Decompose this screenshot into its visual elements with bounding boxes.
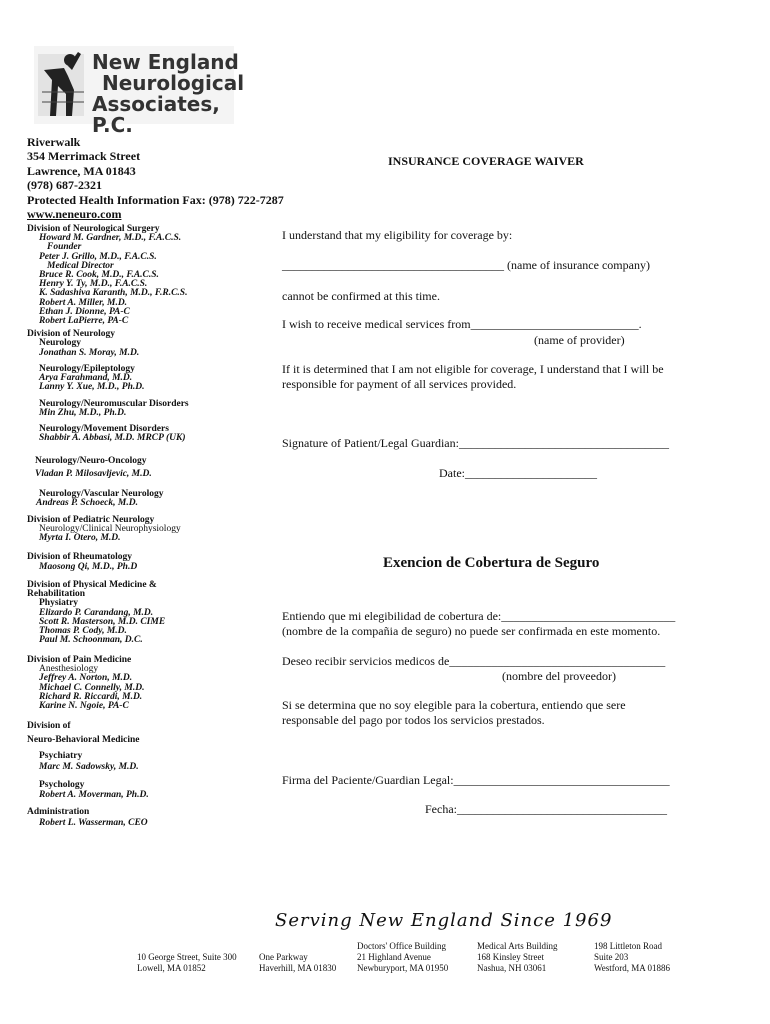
section-title: Psychiatry [39, 751, 83, 761]
division-title: Division of Neurology [27, 329, 115, 339]
division-title-cont: Rehabilitation [27, 589, 86, 600]
waiver-title: INSURANCE COVERAGE WAIVER [388, 154, 584, 168]
division-subtitle: Neurology/Clinical Neurophysiology [39, 524, 181, 535]
office-westford [594, 941, 670, 974]
section-title: Neurology/Movement Disorders [39, 424, 169, 434]
office-line: Westford, MA 01886 [594, 963, 671, 973]
staff-name: Myrta I. Otero, M.D. [39, 533, 121, 544]
staff-name: Paul M. Schoonman, D.C. [39, 635, 143, 646]
division-rehabilitation [27, 581, 165, 645]
provider-caption-spanish: (nombre del proveedor) [502, 669, 616, 683]
section-title: Neurology/Neuromuscular Disorders [39, 399, 189, 409]
section-title: Neurology/Neuro-Oncology [35, 456, 147, 466]
staff-name: Thomas P. Cody, M.D. [39, 626, 127, 637]
address-line-1: Riverwalk [27, 135, 81, 149]
section-vascular [27, 490, 163, 508]
division-title: Division of Rheumatology [27, 552, 133, 562]
staff-name: Peter J. Grillo, M.D., F.A.C.S. [39, 251, 157, 262]
staff-name: Jonathan S. Moray, M.D. [39, 348, 140, 359]
company-logo [34, 46, 245, 137]
footer-tagline: Serving New England Since 1969 [275, 910, 613, 931]
division-neurology [27, 330, 139, 359]
office-line: One Parkway [259, 952, 308, 962]
office-line: Suite 203 [594, 952, 629, 962]
staff-name: Karine N. Ngoie, PA-C [39, 701, 129, 712]
section-epileptology [27, 365, 144, 393]
staff-name: Scott R. Masterson, M.D. CIME [39, 616, 166, 627]
staff-name: Elizardo P. Carandang, M.D. [39, 607, 154, 618]
staff-name: Robert A. Miller, M.D. [39, 297, 128, 308]
division-pain [27, 656, 144, 711]
section-neuromuscular [27, 400, 189, 418]
staff-name: Robert LaPierre, PA-C [39, 316, 129, 327]
section-title: Neurology/Vascular Neurology [39, 489, 164, 499]
logo-line-1: New England [92, 50, 239, 74]
division-subtitle: Physiatry [39, 598, 79, 609]
address-line-2: 354 Merrimack Street [27, 149, 141, 164]
office-line: 21 Highland Avenue [357, 952, 431, 962]
staff-name: Ethan J. Dionne, PA-C [39, 306, 130, 317]
staff-name: Min Zhu, M.D., Ph.D. [39, 408, 127, 419]
staff-role: Medical Director [47, 260, 114, 271]
staff-name: Jeffrey A. Norton, M.D. [39, 673, 133, 684]
waiver-text-line: cannot be confirmed at this time. [282, 289, 440, 303]
waiver-text-line: If it is determined that I am not eligible for coverage, I understand that I will be [282, 362, 664, 376]
provider-caption: (name of provider) [534, 333, 625, 347]
waiver-text-line: I understand that my eligibility for coverage by: [282, 228, 513, 242]
section-title: Administration [27, 807, 90, 817]
office-line: Nashua, NH 03061 [477, 963, 547, 973]
section-title: Psychology [39, 780, 85, 790]
staff-name: K. Sadashiva Karanth, M.D., F.R.C.S. [39, 288, 188, 299]
staff-name: Robert A. Moverman, Ph.D. [39, 790, 149, 801]
staff-name: Bruce R. Cook, M.D., F.A.C.S. [39, 270, 159, 281]
provider-field-spanish[interactable]: Deseo recibir servicios medicos de____________________________________ [282, 654, 666, 668]
division-subtitle: Neurology [39, 338, 82, 349]
website-link[interactable]: www.neneuro.com [27, 207, 122, 222]
address-fax: Protected Health Information Fax: (978) 722-7287 [27, 192, 284, 207]
signature-field[interactable]: Signature of Patient/Legal Guardian:___________________________________ [282, 436, 669, 450]
signature-field-spanish[interactable]: Firma del Paciente/Guardian Legal:____________________________________ [282, 773, 670, 787]
office-line: Haverhill, MA 01830 [259, 963, 337, 973]
date-field[interactable]: Date:______________________ [439, 466, 597, 480]
office-nashua [477, 941, 558, 974]
address-phone: (978) 687-2321 [27, 178, 102, 193]
staff-name: Michael C. Connelly, M.D. [39, 682, 145, 693]
office-line [137, 941, 237, 952]
waiver-text-line: responsible for payment of all services provided. [282, 377, 517, 391]
staff-name: Arya Farahmand, M.D. [39, 373, 133, 384]
division-title: Division of Physical Medicine & [27, 580, 157, 590]
office-line [259, 941, 336, 952]
staff-name: Maosong Qi, M.D., Ph.D [39, 562, 138, 573]
division-neurosurgery [27, 225, 187, 326]
insurance-company-field[interactable]: _____________________________________ (name of insurance company) [282, 258, 650, 272]
division-title: Division of Neurological Surgery [27, 224, 160, 234]
staff-name: Vladan P. Milosavljevic, M.D. [35, 469, 152, 480]
staff-name: Lanny Y. Xue, M.D., Ph.D. [39, 382, 145, 393]
office-line: Lowell, MA 01852 [137, 963, 206, 973]
office-newburyport [357, 941, 448, 974]
office-line: 10 George Street, Suite 300 [137, 952, 237, 962]
division-neurobehavioral [27, 722, 140, 745]
waiver-text-line: Si se determina que no soy elegible para la cobertura, entiendo que sere [282, 698, 626, 712]
staff-name: Henry Y. Ty, M.D., F.A.C.S. [39, 279, 148, 290]
division-title: Division of [27, 721, 71, 731]
staff-role: Founder [47, 242, 82, 253]
section-psychology [27, 781, 149, 800]
office-line: Newburyport, MA 01950 [357, 963, 449, 973]
section-title: Neurology/Epileptology [39, 364, 135, 374]
division-title: Division of Pain Medicine [27, 655, 132, 665]
division-subtitle: Anesthesiology [39, 664, 99, 675]
address-line-3: Lawrence, MA 01843 [27, 163, 136, 178]
office-haverhill [259, 941, 336, 974]
office-lowell [137, 941, 237, 974]
waiver-text-line: (nombre de la compañia de seguro) no puede ser confirmada en este momento. [282, 624, 661, 638]
waiver-title-spanish: Exencion de Cobertura de Seguro [383, 555, 600, 571]
logo-line-2: Neurological [102, 71, 245, 95]
office-line: 198 Littleton Road [594, 941, 662, 951]
division-title-cont: Neuro-Behavioral Medicine [27, 735, 140, 746]
staff-name: Marc M. Sadowsky, M.D. [39, 762, 139, 773]
staff-name: Shabbir A. Abbasi, M.D. MRCP (UK) [39, 433, 186, 444]
office-line: Medical Arts Building [477, 941, 558, 951]
division-pediatric [27, 516, 181, 544]
insurance-company-field-spanish[interactable]: Entiendo que mi elegibilidad de cobertura de:_____________________________ [282, 609, 676, 623]
section-movement [27, 425, 186, 443]
address-block [27, 135, 284, 221]
logo-line-3: Associates, P.C. [92, 92, 220, 137]
division-rheumatology [27, 553, 137, 572]
division-title: Division of Pediatric Neurology [27, 515, 155, 525]
section-oncology [27, 457, 152, 479]
staff-name: Howard M. Gardner, M.D., F.A.C.S. [39, 233, 182, 244]
provider-field[interactable]: I wish to receive medical services from____________________________. [282, 317, 642, 331]
office-line: Doctors' Office Building [357, 941, 446, 951]
waiver-text-line: responsable del pago por todos los servicios prestados. [282, 713, 545, 727]
office-line: 168 Kinsley Street [477, 952, 544, 962]
section-administration [27, 808, 148, 828]
staff-name: Robert L. Wasserman, CEO [39, 818, 148, 829]
date-field-spanish[interactable]: Fecha:___________________________________ [425, 802, 667, 816]
staff-name: Andreas P. Schoeck, M.D. [36, 498, 138, 509]
staff-name: Richard R. Riccardi, M.D. [39, 691, 143, 702]
section-psychiatry [27, 752, 139, 772]
